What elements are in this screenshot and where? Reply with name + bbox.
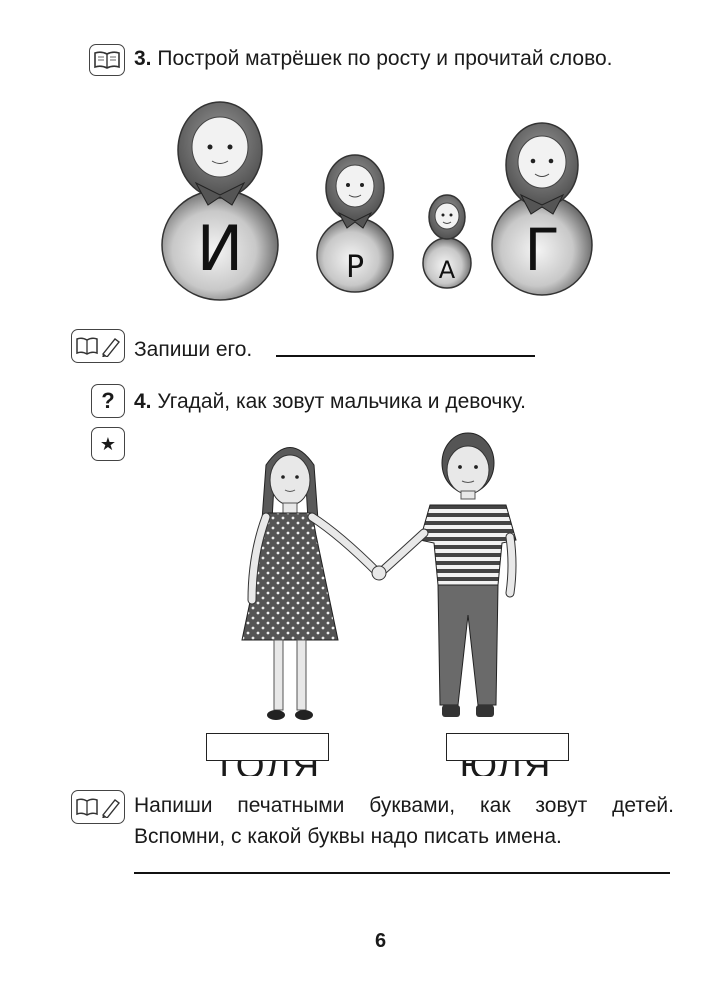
task4-heading (134, 390, 526, 414)
boy-figure (380, 433, 516, 717)
book-pencil-icon (71, 790, 125, 824)
instruction-line-1: Напиши печатными буквами, как зовут детей. (134, 794, 674, 817)
matryoshka-doll-4 (492, 123, 592, 295)
instruction-line-2: Вспомни, с какой буквы надо писать имена. (134, 825, 562, 848)
answer-line-word[interactable] (276, 355, 535, 357)
task4-number: 4. (134, 390, 152, 413)
boy-name-box[interactable] (446, 733, 569, 761)
task3-heading (134, 47, 613, 71)
task3-number: 3. (134, 47, 152, 70)
question-icon: ? (91, 384, 125, 418)
instruction-text (134, 790, 674, 852)
matryoshka-letter-4: Г (524, 216, 560, 284)
write-word-prompt: Запиши его. (134, 338, 253, 361)
matryoshka-doll-1 (162, 102, 278, 300)
girl-name-box[interactable] (206, 733, 329, 761)
task3-text: Построй матрёшек по росту и прочитай слово. (157, 47, 613, 70)
book-pencil-icon (71, 329, 125, 363)
matryoshka-letter-3: А (438, 256, 456, 284)
girl-figure (242, 448, 378, 721)
matryoshka-letter-1: И (196, 212, 244, 285)
answer-line-names[interactable] (134, 872, 670, 874)
children-illustration (230, 425, 530, 730)
matryoshka-letter-2: Р (345, 250, 365, 285)
task4-text: Угадай, как зовут мальчика и девочку. (157, 390, 527, 413)
page-number: 6 (375, 930, 387, 952)
matryoshka-doll-3 (423, 195, 471, 288)
matryoshka-doll-2 (317, 155, 393, 292)
matryoshka-illustration (160, 95, 600, 305)
star-icon: ★ (91, 427, 125, 461)
book-icon (89, 44, 125, 76)
